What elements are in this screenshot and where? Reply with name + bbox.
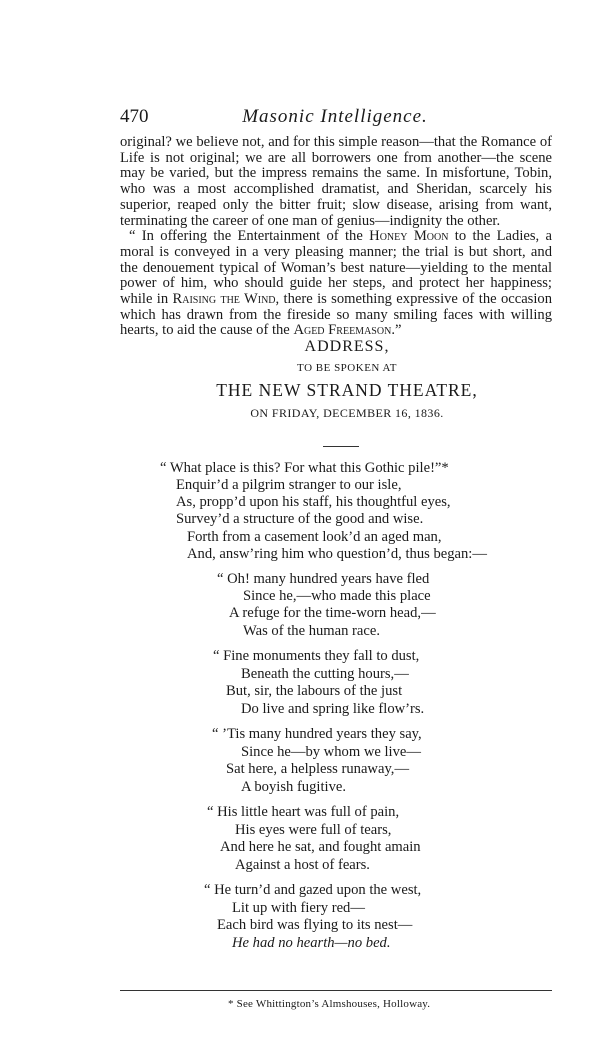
poem-line: “ His little heart was full of pain, bbox=[207, 804, 400, 820]
theatre-name: THE NEW STRAND THEATRE, bbox=[216, 380, 478, 400]
poem-line: He had no hearth—no bed. bbox=[232, 935, 391, 951]
page-number: 470 bbox=[120, 106, 149, 127]
poem-line: But, sir, the labours of the just bbox=[226, 683, 403, 699]
poem-line: Since he,—who made this place bbox=[243, 588, 431, 604]
poem-line: Since he—by whom we live— bbox=[241, 744, 421, 760]
poem-line: Each bird was flying to its nest— bbox=[217, 917, 413, 933]
poem-line: His eyes were full of tears, bbox=[235, 822, 392, 838]
poem-line: Survey’d a structure of the good and wise. bbox=[176, 511, 424, 527]
poem-line: “ Oh! many hundred years have fled bbox=[217, 571, 430, 587]
poem-line: Against a host of fears. bbox=[235, 857, 370, 873]
poem-line: And here he sat, and fought amain bbox=[220, 839, 421, 855]
poem-line: “ ’Tis many hundred years they say, bbox=[212, 726, 422, 742]
poem-line: Enquir’d a pilgrim stranger to our isle, bbox=[176, 477, 402, 493]
running-head: Masonic Intelligence. bbox=[242, 106, 428, 127]
ornamental-rule bbox=[323, 446, 359, 447]
poem-line: “ He turn’d and gazed upon the west, bbox=[204, 882, 422, 898]
prose-text-run: “ In offering the Entertainment of the bbox=[129, 228, 370, 245]
poem-line: A boyish fugitive. bbox=[241, 779, 346, 795]
poem-line: Beneath the cutting hours,— bbox=[241, 666, 409, 682]
poem-line: And, answ’ring him who question’d, thus began:— bbox=[187, 546, 487, 562]
poem-line: “ Fine monuments they fall to dust, bbox=[213, 648, 420, 664]
poem-line: As, propp’d upon his staff, his thoughtful eyes, bbox=[176, 494, 451, 510]
footnote: * See Whittington’s Almshouses, Holloway. bbox=[228, 998, 431, 1010]
prose-text-run: , there is something expressive of the occasion which has drawn from the fireside so many smiling faces with willing hearts, to aid the cause of the bbox=[120, 291, 553, 339]
address-title-block bbox=[120, 336, 552, 423]
play-title-honey-moon: Honey Moon bbox=[369, 228, 449, 245]
poem-line: Forth from a casement look’d an aged man, bbox=[187, 529, 442, 545]
poem-line: Do live and spring like flow’rs. bbox=[241, 701, 425, 717]
address-heading: ADDRESS, bbox=[304, 338, 390, 355]
prose-text-run: to the Ladies, a moral is conveyed in a very pleasing manner; the trial is but short, and the denouement typical of Woman’s best nature—yielding to the mental power of him, who should guide her steps, and protect her happiness; while in bbox=[120, 228, 552, 308]
prose-paragraph: original? we believe not, and for this simple reason—that the Romance of Life is not original; we are all borrowers one from another—the scene may be varied, but the impress remains the same. In misfortune, Tobin, who was a most accomplished dramatist, and Sheridan, scarcely his superior, reaped only the bitter fruit; slow disease, arising from want, terminating the career of one man of genius—indignity the other. bbox=[120, 134, 552, 229]
address-subtitle: TO BE SPOKEN AT bbox=[297, 362, 397, 374]
poem-line: “ What place is this? For what this Gothic pile!”* bbox=[160, 460, 449, 476]
prose-text bbox=[120, 135, 552, 339]
aged-freemason-term: Aged Freemason bbox=[293, 322, 392, 339]
prose-paragraph bbox=[120, 229, 552, 339]
poem-line: A refuge for the time-worn head,— bbox=[229, 605, 436, 621]
footnote-rule bbox=[120, 990, 552, 991]
prose-text-run: .” bbox=[391, 322, 402, 339]
play-title-raising-the-wind: Raising the Wind bbox=[172, 291, 276, 308]
performance-date: ON FRIDAY, DECEMBER 16, 1836. bbox=[250, 406, 444, 420]
poem-line: Sat here, a helpless runaway,— bbox=[226, 761, 410, 777]
poem-line: Was of the human race. bbox=[243, 623, 381, 639]
page-header bbox=[120, 106, 550, 130]
poem-line: Lit up with fiery red— bbox=[232, 900, 365, 916]
